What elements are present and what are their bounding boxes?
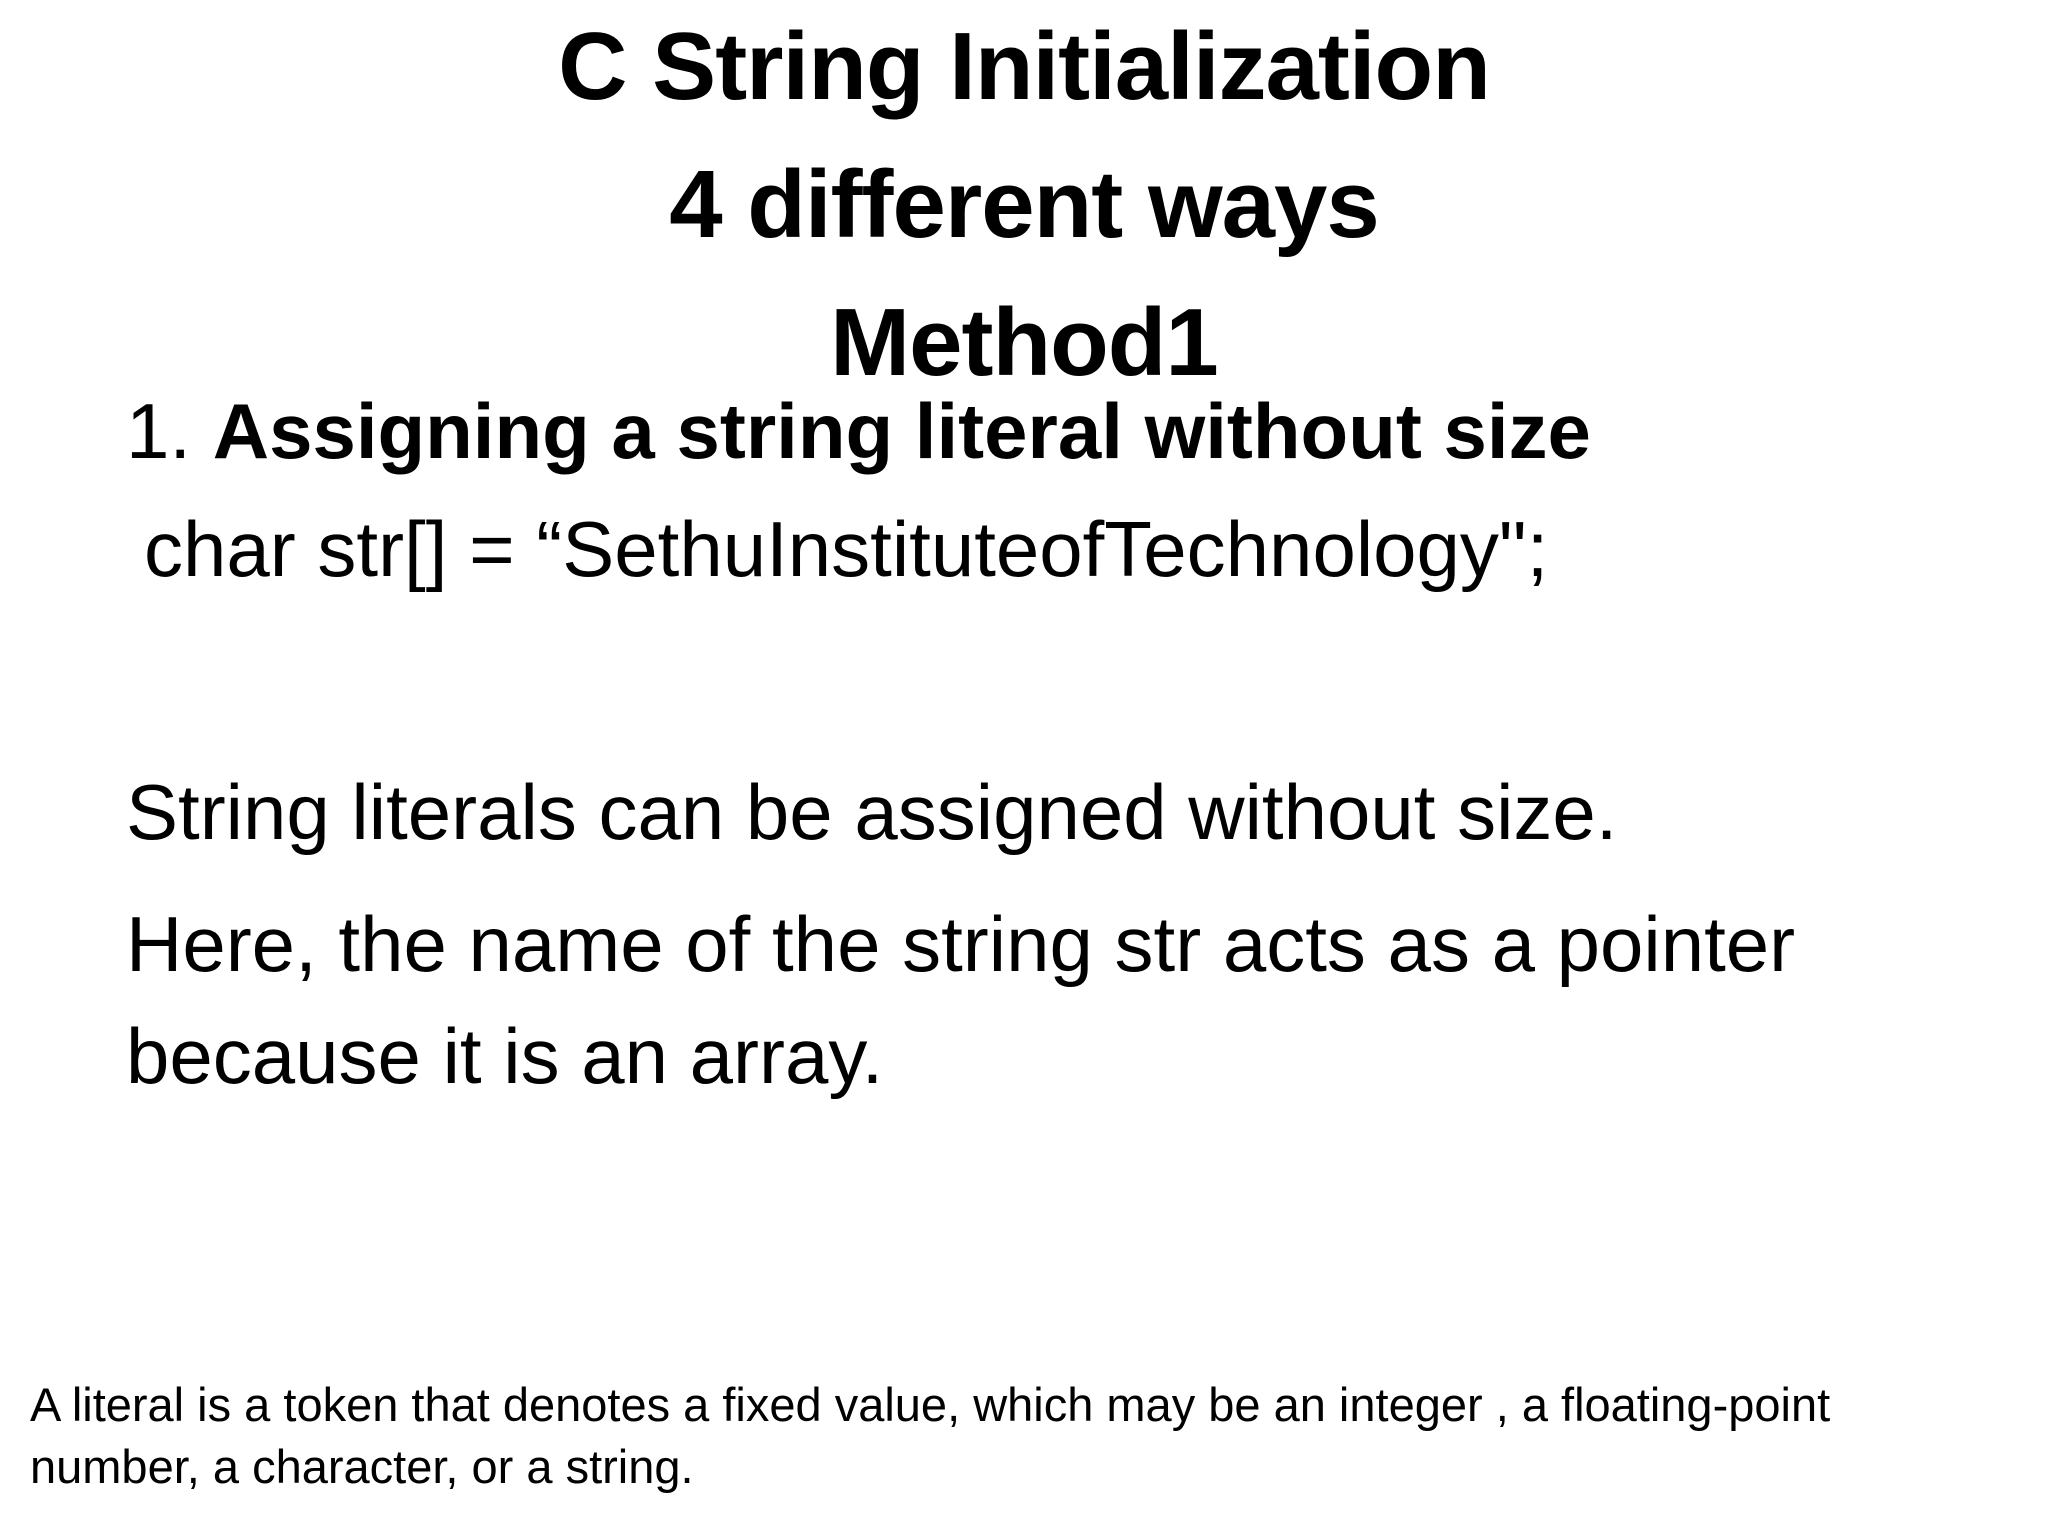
title-line-1: C String Initialization [558, 13, 1490, 120]
title-line-2: 4 different ways [669, 151, 1379, 258]
point-heading [126, 372, 1986, 490]
point-heading-text: Assigning a string literal without size [212, 387, 1591, 475]
point-number: 1. [126, 387, 192, 475]
paragraph-1: String literals can be assigned without size. [126, 768, 1618, 856]
slide-title [0, 0, 2048, 412]
paragraph-2: Here, the name of the string str acts as a pointer because it is an array. [126, 900, 1796, 1100]
slide-body [126, 372, 1986, 1112]
footnote: A literal is a token that denotes a fixed value, which may be an integer , a floating-point number, a character, or a string. [30, 1378, 1831, 1493]
code-example: char str[] = “SethuInstituteofTechnology"; [144, 505, 1549, 593]
title-line-3: Method1 [830, 289, 1218, 396]
